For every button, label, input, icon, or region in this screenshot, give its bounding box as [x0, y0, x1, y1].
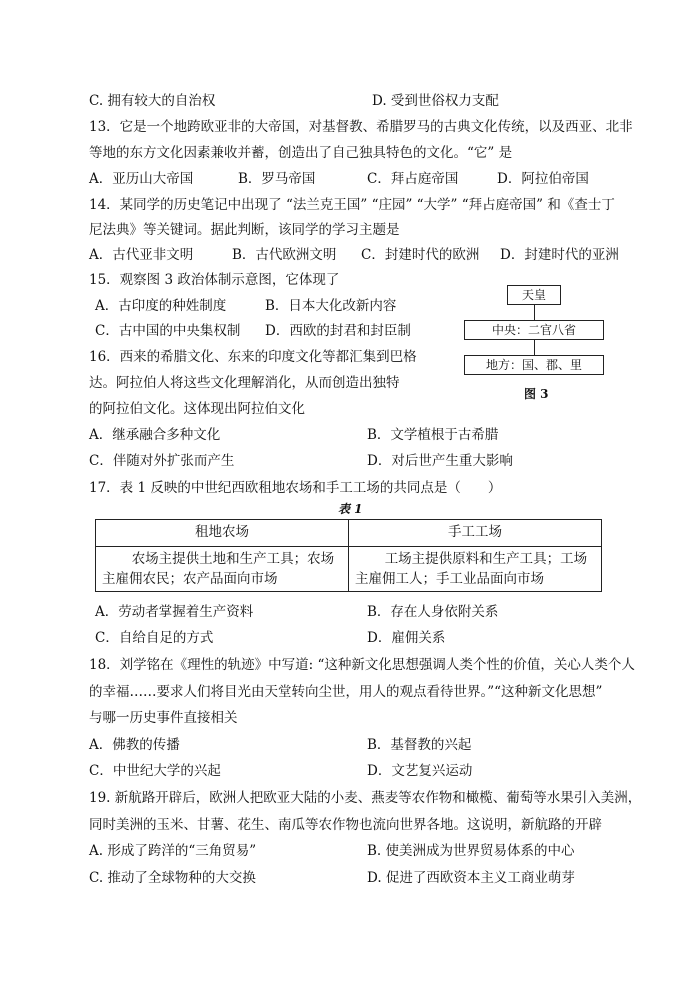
figure-3-caption: 图 3 [524, 387, 549, 401]
q15-option-a: A．古印度的种姓制度 [95, 298, 227, 314]
q17-option-c: C．自给自足的方式 [95, 630, 214, 646]
diagram-connector-2 [534, 340, 535, 355]
table-1-title: 表 1 [338, 502, 363, 516]
q14-option-a: A．古代亚非文明 [89, 247, 194, 263]
q14-stem-line-2: 尼法典》等关键词。据此判断，该同学的学习主题是 [89, 222, 400, 238]
q17-option-b: B．存在人身依附关系 [367, 604, 499, 620]
q15-stem: 15．观察图 3 政治体制示意图，它体现了 [89, 272, 340, 288]
q17-stem: 17．表 1 反映的中世纪西欧租地农场和手工工场的共同点是（ ） [89, 480, 502, 496]
table-header-workshop: 手工工场 [349, 520, 602, 547]
q16-option-a: A．继承融合多种文化 [89, 427, 221, 443]
q19-option-a: A. 形成了跨洋的“三角贸易” [89, 843, 257, 859]
table-1 [95, 519, 602, 592]
q18-option-c: C．中世纪大学的兴起 [89, 763, 221, 779]
q19-option-b: B. 使美洲成为世界贸易体系的中心 [367, 843, 575, 859]
diagram-connector-1 [534, 305, 535, 320]
q13-stem-line-2: 等地的东方文化因素兼收并蓄，创造出了自己独具特色的文化。“它” 是 [89, 145, 513, 161]
q13-option-c: C．拜占庭帝国 [367, 171, 459, 187]
q16-stem-line-1: 16．西来的希腊文化、东来的印度文化等都汇集到巴格 [89, 349, 417, 365]
table-cell-workshop: 工场主提供原料和生产工具；工场主雇佣工人；手工业品面向市场 [349, 547, 602, 592]
q17-option-d: D．雇佣关系 [367, 630, 446, 646]
q18-stem-line-1: 18．刘学铭在《理性的轨迹》中写道: “这种新文化思想强调人类个性的价值，关心人类个人 [89, 657, 635, 673]
q18-stem-line-2: 的幸福……要求人们将目光由天堂转向尘世，用人的观点看待世界。”“这种新文化思想” [89, 684, 603, 700]
q19-option-c: C. 推动了全球物种的大交换 [89, 870, 256, 886]
q15-option-b: B．日本大化改新内容 [265, 298, 397, 314]
q13-option-d: D．阿拉伯帝国 [497, 171, 589, 187]
table-header-rental-farm: 租地农场 [96, 520, 349, 547]
q16-option-d: D．对后世产生重大影响 [367, 453, 513, 469]
q19-stem-line-2: 同时美洲的玉米、甘薯、花生、南瓜等农作物也流向世界各地。这说明，新航路的开辟 [89, 817, 602, 833]
q17-option-a: A．劳动者掌握着生产资料 [95, 604, 254, 620]
q16-option-b: B．文学植根于古希腊 [367, 427, 499, 443]
q18-option-b: B．基督教的兴起 [367, 737, 472, 753]
q19-stem-line-1: 19. 新航路开辟后，欧洲人把欧亚大陆的小麦、燕麦等农作物和橄榄、葡萄等水果引入美洲， [89, 790, 642, 806]
q16-stem-line-2: 达。阿拉伯人将这些文化理解消化，从而创造出独特 [89, 375, 400, 391]
q14-option-d: D．封建时代的亚洲 [500, 247, 619, 263]
q16-stem-line-3: 的阿拉伯文化。这体现出阿拉伯文化 [89, 401, 305, 417]
q12-option-d: D. 受到世俗权力支配 [372, 93, 499, 109]
q14-stem-line-1: 14．某同学的历史笔记中出现了 “法兰克王国” “庄园” “大学” “拜占庭帝国” 和《查士丁 [89, 197, 615, 213]
diagram-box-tenno: 天皇 [507, 285, 561, 305]
q19-option-d: D. 促进了西欧资本主义工商业萌芽 [367, 870, 575, 886]
q14-option-c: C．封建时代的欧洲 [361, 247, 480, 263]
q18-stem-line-3: 与哪一历史事件直接相关 [89, 710, 238, 726]
q16-option-c: C．伴随对外扩张而产生 [89, 453, 235, 469]
q12-option-c: C. 拥有较大的自治权 [89, 93, 216, 109]
table-cell-rental-farm: 农场主提供土地和生产工具；农场主雇佣农民；农产品面向市场 [96, 547, 349, 592]
q13-option-b: B．罗马帝国 [238, 171, 316, 187]
q15-option-d: D．西欧的封君和封臣制 [265, 323, 411, 339]
q15-option-c: C．古中国的中央集权制 [95, 323, 241, 339]
q13-option-a: A．亚历山大帝国 [89, 171, 194, 187]
q18-option-a: A．佛教的传播 [89, 737, 180, 753]
q14-option-b: B．古代欧洲文明 [232, 247, 337, 263]
q13-stem-line-1: 13．它是一个地跨欧亚非的大帝国，对基督教、希腊罗马的古典文化传统，以及西亚、北非 [89, 119, 633, 135]
q18-option-d: D．文艺复兴运动 [367, 763, 473, 779]
diagram-box-central: 中央：二官八省 [464, 320, 604, 340]
diagram-box-local: 地方：国、郡、里 [464, 355, 604, 375]
